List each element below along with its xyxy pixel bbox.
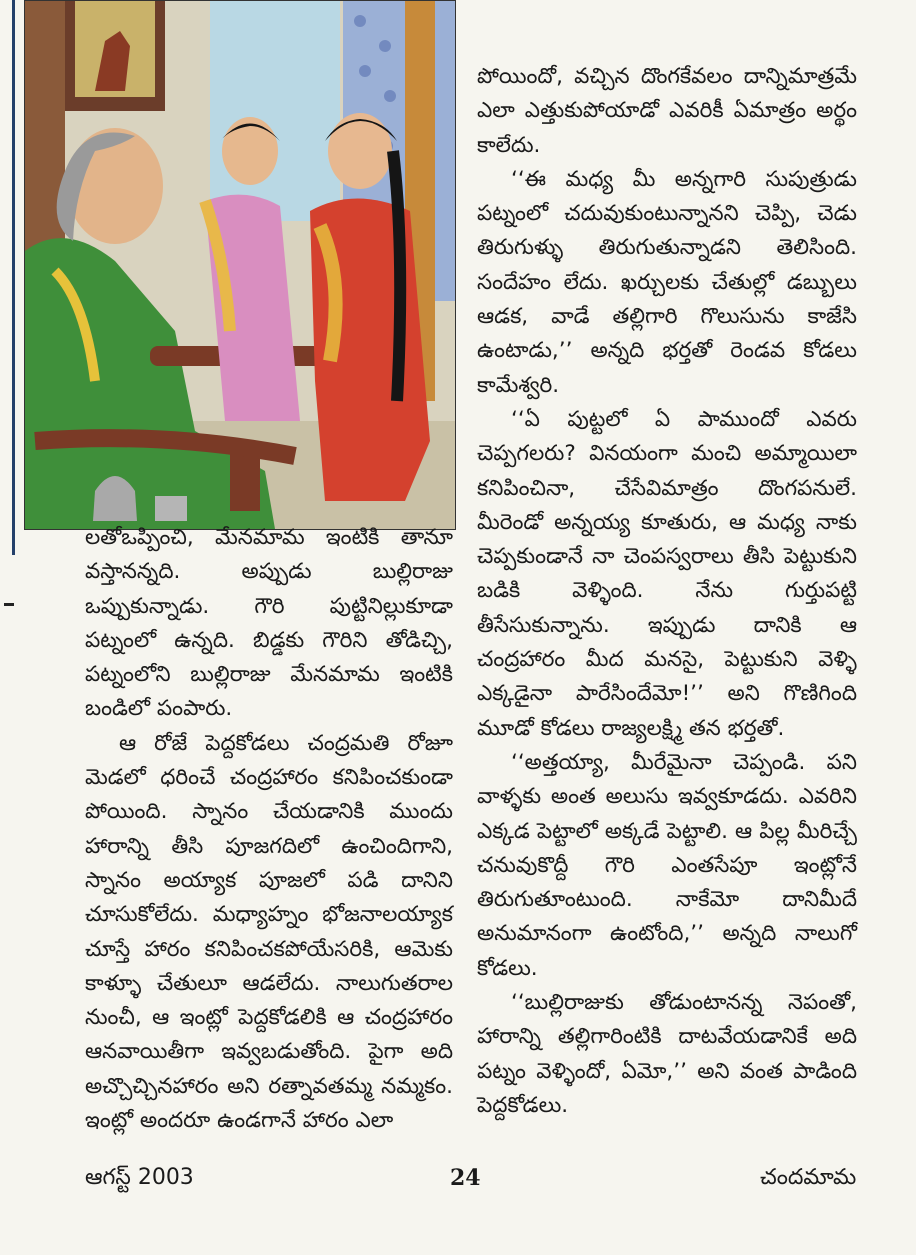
article-paragraph: ‘‘ఈ మధ్య మీ అన్నగారి సుపుత్రుడు పట్నంలో చదువుకుంటున్నానని చెప్పి, చెడు తిరుగుళ్ళు తిరుగుతున్నాడని తెలిసింది. సందేహం లేదు. ఖర్చులకు చేతుల్లో డబ్బులు ఆడక, వాడే తల్లిగారి గొలుసును కాజేసి ఉంటాడు,’’ అన్నది భర్తతో రెండవ కోడలు కామేశ్వరి. bbox=[477, 166, 857, 398]
article-right-column bbox=[477, 60, 857, 1123]
story-illustration bbox=[24, 0, 456, 530]
article-paragraph: లతోఒప్పించి, మేనమామ ఇంటికి తానూ వస్తానన్నది. అప్పుడు బుల్లిరాజు ఒప్పుకున్నాడు. గౌరి పుట్టినిల్లుకూడా పట్నంలో ఉన్నది. బిడ్డకు గౌరిని తోడిచ్చి, పట్నంలోని బుల్లిరాజు మేనమామ ఇంటికి బండిలో పంపారు. bbox=[85, 525, 453, 722]
article-paragraph: ఆ రోజే పెద్దకోడలు చంద్రమతి రోజూ మెడలో ధరించే చంద్రహారం కనిపించకుండా పోయింది. స్నానం చేయడానికి ముందు హారాన్ని తీసి పూజగదిలో ఉంచిందిగాని, స్నానం అయ్యాక పూజలో పడి దానిని చూసుకోలేదు. మధ్యాహ్నం భోజనాలయ్యాక చూస్తే హారం కనిపించకపోయేసరికి, ఆమెకు కాళ్ళూ చేతులూ ఆడలేదు. నాలుగుతరాల నుంచీ, ఆ ఇంట్లో పెద్దకోడలికి ఆ చంద్రహారం ఆనవాయితీగా ఇవ్వబడుతోంది. పైగా అది అచ్చొచ్చినహారం అని రత్నావతమ్మ నమ్మకం. ఇంట్లో అందరూ ఉండగానే హారం ఎలా bbox=[85, 730, 453, 1134]
magazine-name: చందమామ bbox=[760, 1165, 857, 1190]
page-edge-line bbox=[12, 0, 15, 555]
article-paragraph: ‘‘అత్తయ్యా, మీరేమైనా చెప్పండి. పని వాళ్ళకు అంత అలుసు ఇవ్వకూడదు. ఎవరిని ఎక్కడ పెట్టాలో అక్కడే పెట్టాలి. ఆ పిల్ల మీరిచ్చే చనువుకొద్దీ గౌరి ఎంతసేపూ ఇంట్లోనే తిరుగుతూంటుంది. నాకేమో దానిమీదే అనుమానంగా ఉంటోంది,’’ అన్నది నాలుగో కోడలు. bbox=[477, 749, 857, 981]
page-number: 24 bbox=[450, 1165, 481, 1191]
page-edge-tick bbox=[4, 603, 14, 606]
article-paragraph: పోయిందో, వచ్చిన దొంగకేవలం దాన్నిమాత్రమే ఎలా ఎత్తుకుపోయాడో ఎవరికీ ఏమాత్రం అర్థం కాలేదు. bbox=[477, 64, 857, 158]
footer-issue-date: ఆగస్ట్ 2003 bbox=[85, 1165, 194, 1190]
article-paragraph: ‘‘బుల్లిరాజుకు తోడుంటానన్న నెపంతో, హారాన్ని తల్లిగారింటికి దాటవేయడానికే అది పట్నం వెళ్ళిందో, ఏమో,’’ అని వంత పాడింది పెద్దకోడలు. bbox=[477, 990, 857, 1118]
article-left-column bbox=[85, 521, 453, 1138]
article-paragraph: ‘‘ఏ పుట్టలో ఏ పాముందో ఎవరు చెప్పగలరు? వినయంగా మంచి అమ్మాయిలా కనిపించినా, చేసేవిమాత్రం దొంగపనులే. మీరెండో అన్నయ్య కూతురు, ఆ మధ్య నాకు చెప్పకుండానే నా చెంపస్వరాలు తీసి పెట్టుకుని బడికి వెళ్ళింది. నేను గుర్తుపట్టి తీసేసుకున్నాను. ఇప్పుడు దానికి ఆ చంద్రహారం మీద మనసై, పెట్టుకుని వెళ్ళి ఎక్కడైనా పారేసిందేమో!’’ అని గొణిగింది మూడో కోడలు రాజ్యలక్ష్మి తన భర్తతో. bbox=[477, 406, 857, 741]
